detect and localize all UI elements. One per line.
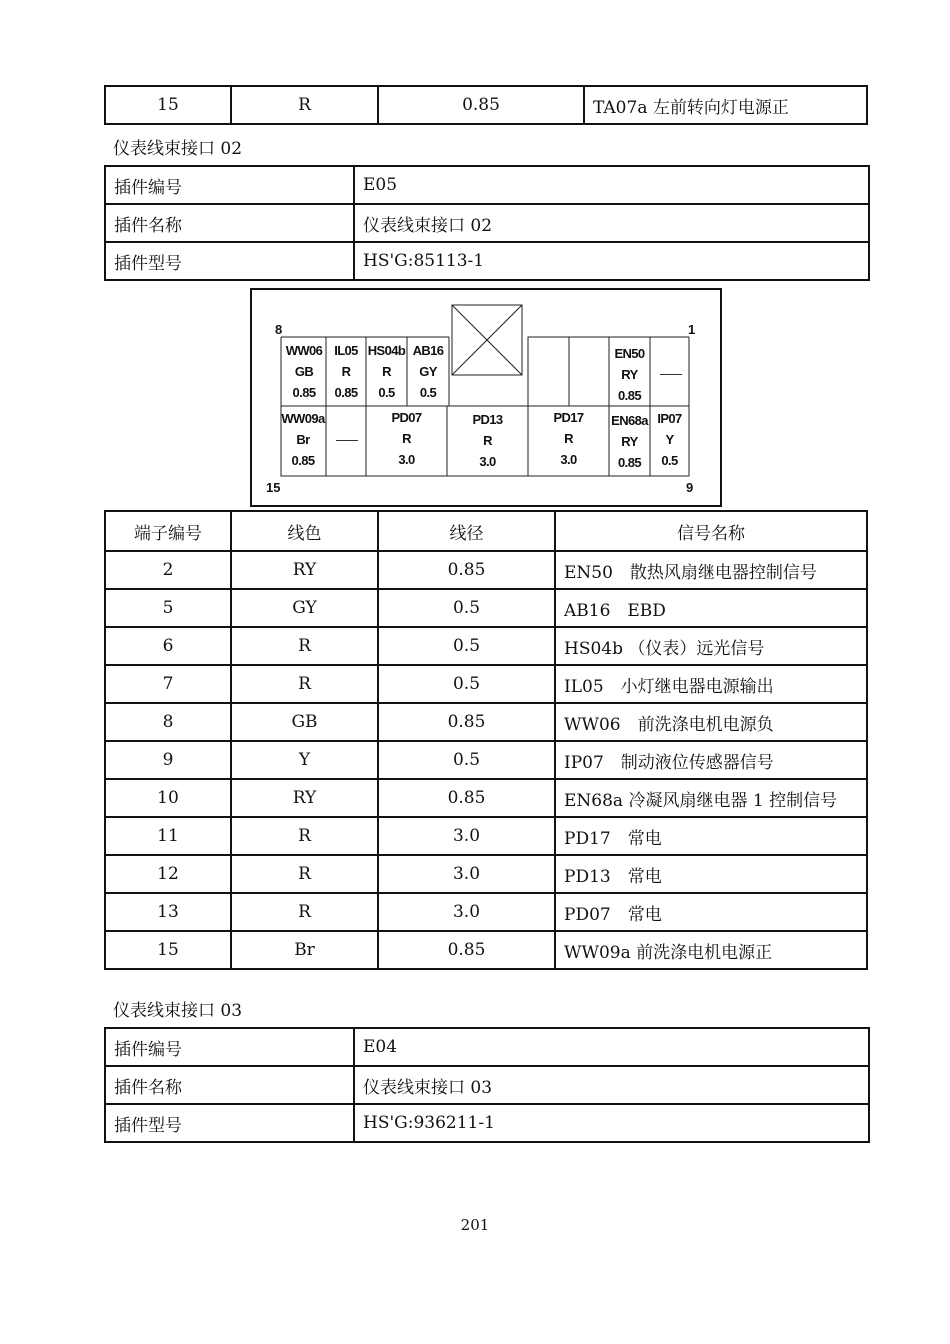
table-row [105, 779, 867, 817]
pin-cell: 9 [105, 741, 231, 779]
table-row [105, 1066, 869, 1104]
section-02-info-table [104, 165, 870, 281]
signal-cell: TA07a 左前转向灯电源正 [584, 86, 867, 124]
table-row [105, 741, 867, 779]
pin-cell: 11 [105, 817, 231, 855]
pin-pd17: PD17 R 3.0 [553, 410, 584, 467]
pin-cell: 8 [105, 703, 231, 741]
signal-cell: WW09a 前洗涤电机电源正 [555, 931, 867, 969]
pin-ww06: WW06 GB 0.85 [285, 343, 323, 400]
signal-cell: HS04b （仪表）远光信号 [555, 627, 867, 665]
corner-label: 1 [688, 322, 696, 337]
empty-pin-dash [336, 440, 358, 441]
signal-cell: PD17 常电 [555, 817, 867, 855]
gauge-cell: 0.5 [378, 665, 555, 703]
info-label: 插件编号 [105, 1028, 354, 1066]
color-cell: R [231, 817, 378, 855]
section-03-title: 仪表线束接口 03 [113, 1001, 243, 1021]
info-label: 插件编号 [105, 166, 354, 204]
info-label: 插件名称 [105, 204, 354, 242]
table-row [105, 665, 867, 703]
table-row [105, 931, 867, 969]
signal-cell: AB16 EBD [555, 589, 867, 627]
page-number: 201 [460, 1216, 490, 1234]
corner-label: 8 [275, 322, 283, 337]
table-row [105, 1104, 869, 1142]
info-value: E04 [354, 1028, 869, 1066]
pin-ww09a: WW09a Br 0.85 [281, 411, 325, 468]
pin-cell: 15 [105, 86, 231, 124]
pin-ip07: IP07 Y 0.5 [657, 411, 682, 468]
gauge-cell: 3.0 [378, 893, 555, 931]
color-cell: GY [231, 589, 378, 627]
info-value: HS'G:936211-1 [354, 1104, 869, 1142]
pin-ab16: AB16 GY 0.5 [412, 343, 444, 400]
table-row [105, 627, 867, 665]
info-label: 插件型号 [105, 242, 354, 280]
pin-en68a: EN68a RY 0.85 [611, 413, 648, 470]
table-row [105, 204, 869, 242]
section-02-title: 仪表线束接口 02 [113, 139, 243, 159]
table-row [105, 166, 869, 204]
color-cell: RY [231, 779, 378, 817]
table-row [105, 551, 867, 589]
info-label: 插件名称 [105, 1066, 354, 1104]
pin-cell: 10 [105, 779, 231, 817]
table-header-row [105, 511, 867, 551]
color-cell: R [231, 627, 378, 665]
gauge-cell: 0.85 [378, 779, 555, 817]
top-continuation-table [104, 85, 868, 125]
signal-cell: WW06 前洗涤电机电源负 [555, 703, 867, 741]
signal-cell: EN50 散热风扇继电器控制信号 [555, 551, 867, 589]
pin-en50: EN50 RY 0.85 [614, 346, 645, 403]
info-value: 仪表线束接口 03 [354, 1066, 869, 1104]
empty-pin-dash [660, 374, 682, 375]
pin-cell: 12 [105, 855, 231, 893]
section-03-info-table [104, 1027, 870, 1143]
connector-diagram [250, 288, 722, 507]
pin-pd07: PD07 R 3.0 [391, 410, 422, 467]
pin-cell: 15 [105, 931, 231, 969]
column-header: 信号名称 [555, 511, 867, 551]
color-cell: R [231, 893, 378, 931]
corner-label: 9 [686, 480, 694, 495]
table-row [105, 817, 867, 855]
info-value: 仪表线束接口 02 [354, 204, 869, 242]
signal-cell: PD13 常电 [555, 855, 867, 893]
gauge-cell: 0.85 [378, 551, 555, 589]
corner-label: 15 [266, 480, 281, 495]
color-cell: Br [231, 931, 378, 969]
signal-cell: EN68a 冷凝风扇继电器 1 控制信号 [555, 779, 867, 817]
pin-hs04b: HS04b R 0.5 [367, 343, 406, 400]
gauge-cell: 3.0 [378, 817, 555, 855]
pin-cell: 6 [105, 627, 231, 665]
gauge-cell: 0.85 [378, 931, 555, 969]
table-row [105, 703, 867, 741]
info-value: E05 [354, 166, 869, 204]
table-row [105, 855, 867, 893]
color-cell: RY [231, 551, 378, 589]
signal-cell: IL05 小灯继电器电源输出 [555, 665, 867, 703]
gauge-cell: 0.5 [378, 589, 555, 627]
color-cell: R [231, 86, 378, 124]
pin-cell: 5 [105, 589, 231, 627]
section-02-pin-table [104, 510, 868, 970]
color-cell: GB [231, 703, 378, 741]
pin-cell: 2 [105, 551, 231, 589]
table-row [105, 589, 867, 627]
gauge-cell: 3.0 [378, 855, 555, 893]
column-header: 端子编号 [105, 511, 231, 551]
gauge-cell: 0.85 [378, 703, 555, 741]
table-row [105, 242, 869, 280]
gauge-cell: 0.85 [378, 86, 584, 124]
pin-cell: 7 [105, 665, 231, 703]
info-label: 插件型号 [105, 1104, 354, 1142]
color-cell: R [231, 855, 378, 893]
pin-il05: IL05 R 0.85 [334, 343, 358, 400]
signal-cell: PD07 常电 [555, 893, 867, 931]
column-header: 线径 [378, 511, 555, 551]
table-row [105, 1028, 869, 1066]
color-cell: R [231, 665, 378, 703]
pin-cell: 13 [105, 893, 231, 931]
table-row [105, 893, 867, 931]
gauge-cell: 0.5 [378, 741, 555, 779]
signal-cell: IP07 制动液位传感器信号 [555, 741, 867, 779]
info-value: HS'G:85113-1 [354, 242, 869, 280]
column-header: 线色 [231, 511, 378, 551]
table-row [105, 86, 867, 124]
gauge-cell: 0.5 [378, 627, 555, 665]
pin-pd13: PD13 R 3.0 [472, 412, 503, 469]
color-cell: Y [231, 741, 378, 779]
